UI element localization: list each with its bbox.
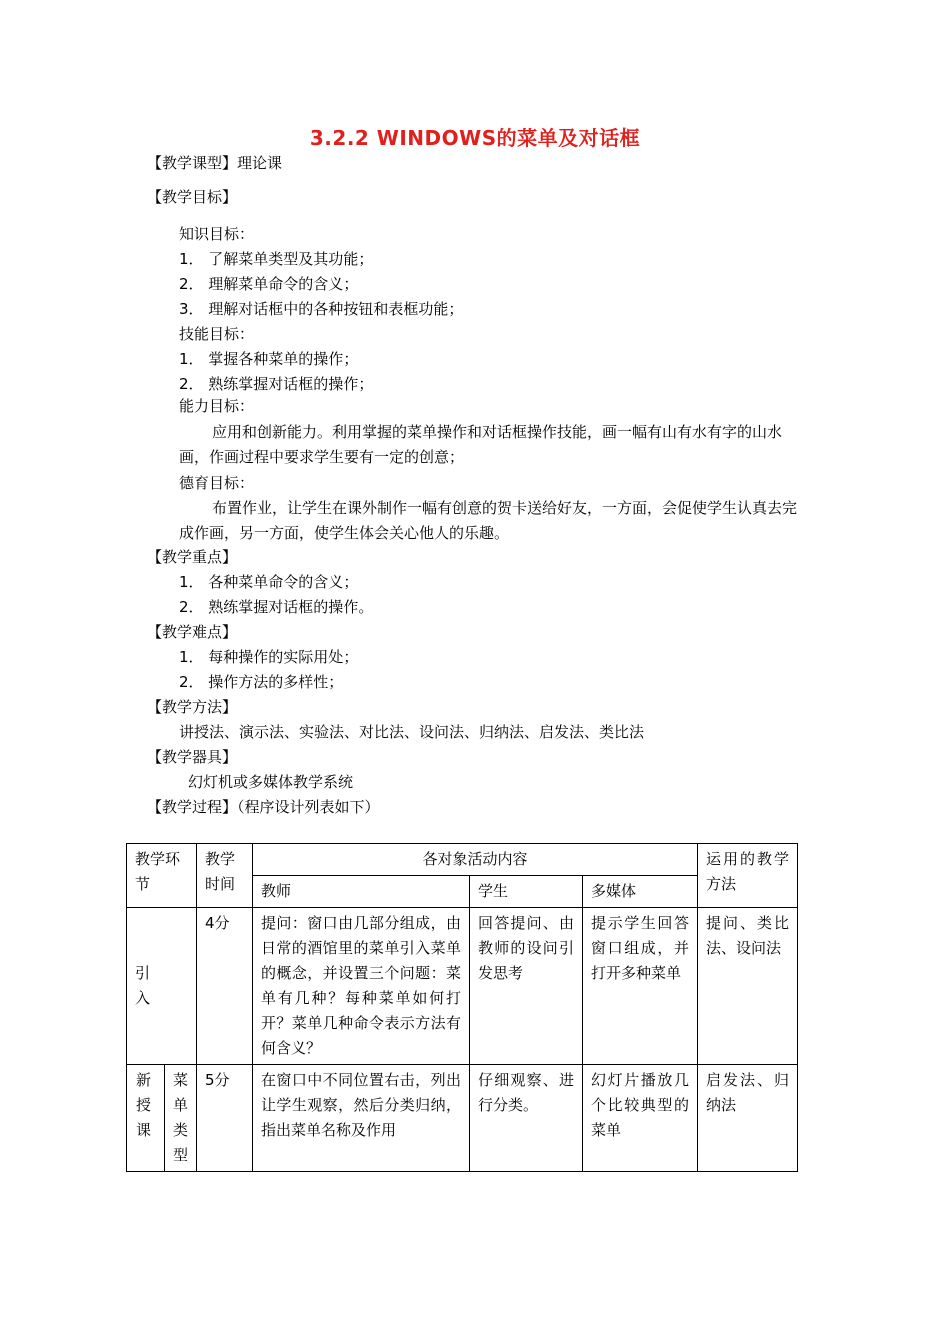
lesson-type-value: 理论课	[237, 154, 283, 172]
table-row	[127, 1065, 798, 1172]
key-point-item: 2． 熟练掌握对话框的操作。	[179, 598, 374, 616]
knowledge-item: 3． 理解对话框中的各种按钮和表框功能；	[179, 300, 464, 318]
knowledge-item: 2． 理解菜单命令的含义；	[179, 275, 359, 293]
row-method: 启发法、归纳法	[698, 1065, 798, 1172]
key-points-heading: 【教学重点】	[147, 548, 238, 566]
row-stage	[127, 908, 197, 1065]
header-multimedia: 多媒体	[583, 876, 698, 908]
row-multimedia: 提示学生回答窗口组成，并打开多种菜单	[583, 908, 698, 1065]
header-activities: 各对象活动内容	[253, 844, 698, 876]
difficulty-item: 2． 操作方法的多样性；	[179, 673, 344, 691]
header-method: 运用的教学方法	[698, 844, 798, 908]
moral-text: 布置作业，让学生在课外制作一幅有创意的贺卡送给好友，一方面，会促使学生认真去完成作画，另一方面，使学生体会关心他人的乐趣。	[179, 499, 798, 542]
table-row	[127, 908, 798, 1065]
equipment-heading: 【教学器具】	[147, 748, 238, 766]
row-teacher: 提问：窗口由几部分组成，由日常的酒馆里的菜单引入菜单的概念，并设置三个问题：菜单有几种？每种菜单如何打开？菜单几种命令表示方法有何含义？	[253, 908, 470, 1065]
ability-label: 能力目标：	[179, 397, 255, 415]
row-multimedia: 幻灯片播放几个比较典型的菜单	[583, 1065, 698, 1172]
row-time: 5分	[197, 1065, 253, 1172]
key-point-item: 1． 各种菜单命令的含义；	[179, 573, 359, 591]
lesson-type	[147, 152, 282, 174]
row-method: 提问、类比法、设问法	[698, 908, 798, 1065]
difficulty-item: 1． 每种操作的实际用处；	[179, 648, 359, 666]
process-table	[126, 843, 798, 1172]
skill-label: 技能目标：	[179, 325, 255, 343]
difficulties-heading: 【教学难点】	[147, 623, 238, 641]
header-time: 教学时间	[197, 844, 253, 908]
header-stage: 教学环节	[127, 844, 197, 908]
methods-heading: 【教学方法】	[147, 698, 238, 716]
row-teacher: 在窗口中不同位置右击，列出让学生观察，然后分类归纳，指出菜单名称及作用	[253, 1065, 470, 1172]
equipment-text: 幻灯机或多媒体教学系统	[188, 773, 354, 791]
knowledge-item: 1． 了解菜单类型及其功能；	[179, 250, 374, 268]
process-note: （程序设计列表如下）	[237, 798, 380, 816]
page-title: 3.2.2 WINDOWS的菜单及对话框	[309, 126, 641, 150]
table-header-row	[127, 844, 798, 876]
ability-text: 应用和创新能力。利用掌握的菜单操作和对话框操作技能，画一幅有山有水有字的山水画，作画过程中要求学生要有一定的创意；	[179, 423, 783, 466]
skill-item: 1． 掌握各种菜单的操作；	[179, 350, 359, 368]
row-substage: 菜单类型	[165, 1065, 197, 1172]
process-heading	[147, 796, 380, 818]
methods-text: 讲授法、演示法、实验法、对比法、设问法、归纳法、启发法、类比法	[179, 723, 645, 741]
row-student: 回答提问、由教师的设问引发思考	[470, 908, 583, 1065]
row-stage: 新授课	[127, 1065, 165, 1172]
skill-item: 2． 熟练掌握对话框的操作；	[179, 375, 374, 393]
row-student: 仔细观察、进行分类。	[470, 1065, 583, 1172]
process-heading-label: 【教学过程】	[147, 798, 238, 816]
objectives-heading: 【教学目标】	[147, 188, 238, 206]
moral-label: 德育目标：	[179, 474, 255, 492]
header-teacher: 教师	[253, 876, 470, 908]
row-time: 4分	[197, 908, 253, 1065]
header-student: 学生	[470, 876, 583, 908]
row-stage-text: 引入	[135, 964, 151, 1007]
lesson-type-heading: 【教学课型】	[147, 154, 238, 172]
knowledge-label: 知识目标：	[179, 225, 255, 243]
